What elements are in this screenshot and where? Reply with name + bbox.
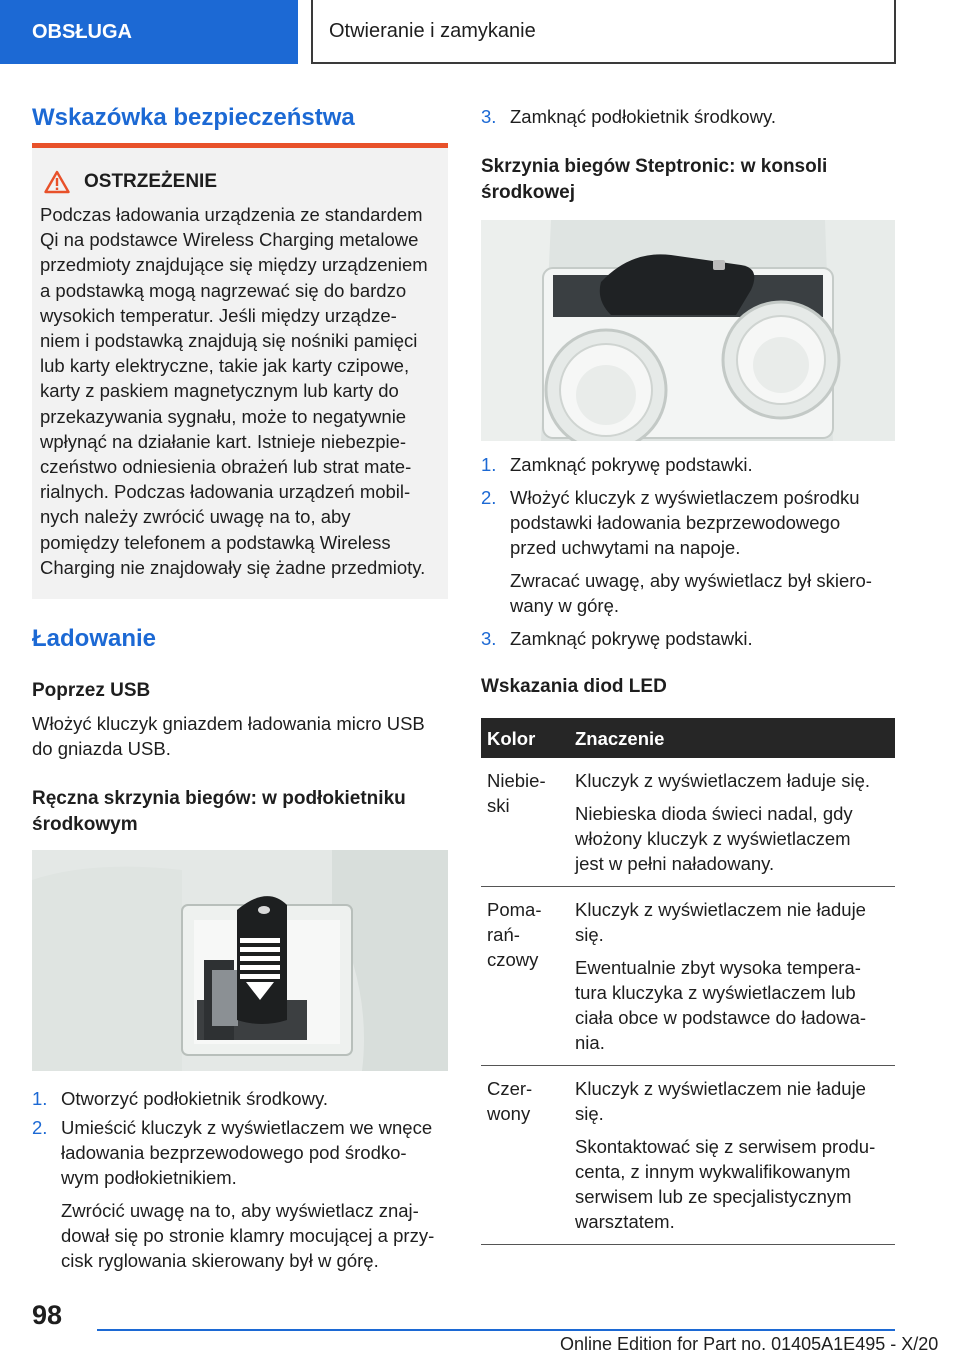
table-row [481,887,895,1066]
color-line: wony [487,1103,531,1124]
warning-line: Podczas ładowania urządzenia ze standardem [40,204,423,225]
step-note-line: dował się po stronie klamry mocującej a przy- [61,1225,435,1246]
usb-line: do gniazda USB. [32,738,171,760]
color-line: ski [487,795,510,816]
color-line: czowy [487,949,539,970]
manual-heading-line: środkowym [32,814,138,835]
list-item [481,485,895,618]
step-note [61,1198,448,1273]
warning-line: czeństwo odniesienia obrażeń lub strat mate- [40,456,412,478]
color-line: rań- [487,924,520,945]
meaning-paragraph [575,1134,889,1234]
meaning-line: serwisem lub ze specjalistycznym [575,1186,852,1207]
manual-heading-line: Ręczna skrzynia biegów: w podłokietniku [32,788,406,809]
step-number: 3. [481,628,497,649]
charging-title: Ładowanie [32,625,157,652]
step-note-line: wany w górę. [510,595,619,616]
safety-title: Wskazówka bezpieczeństwa [32,104,355,131]
warning-triangle-icon [44,170,70,194]
armrest-illustration [32,850,448,1071]
meaning-line: się. [575,1103,604,1124]
step-number: 3. [481,106,497,127]
meaning-line: Niebieska dioda świeci nadal, gdy [575,803,853,824]
step-number: 1. [481,454,497,475]
meaning-line: centa, z innym wykwalifikowanym [575,1161,851,1182]
meaning-paragraph [575,897,889,947]
meaning-line: warsztatem. [575,1211,675,1232]
step-line: Zamknąć podłokietnik środkowy. [510,106,776,127]
warning-line: lub karty elektryczne, takie jak karty czipowe, [40,355,410,377]
step-note-line: Zwrócić uwagę na to, aby wyświetlacz znaj- [61,1200,419,1221]
column-header-color: Kolor [481,718,569,758]
warning-line: niem i podstawką znajdują się nośniki pamięci [40,330,418,352]
meaning-cell [569,758,895,887]
table-header-row [481,718,895,758]
warning-line: wysokich temperatur. Jeśli między urządze- [40,304,397,326]
steptronic-heading [481,154,895,206]
step-line: Umieścić kluczyk z wyświetlaczem we wnęce [61,1117,433,1138]
list-item [32,1115,448,1273]
warning-text [40,202,436,580]
meaning-line: Skontaktować się z serwisem produ- [575,1136,876,1157]
warning-line: przedmioty znajdujące się między urządzeniem [40,254,428,276]
meaning-line: Kluczyk z wyświetlaczem ładuje się. [575,770,871,791]
meaning-line: Ewentualnie zbyt wysoka tempera- [575,957,861,978]
step-note [510,568,895,618]
warning-line: Charging nie znajdowały się żadne przedmioty. [40,556,426,578]
warning-line: wpłynąć na działanie kart. Istnieje niebezpie- [40,430,407,452]
usb-text [32,711,448,761]
meaning-line: nia. [575,1032,605,1053]
list-item [481,452,895,477]
meaning-line: tura kluczyka z wyświetlaczem lub [575,982,856,1003]
table-row [481,1066,895,1245]
meaning-cell [569,887,895,1066]
warning-label: OSTRZEŻENIE [84,171,218,192]
steptronic-steps [481,452,895,651]
meaning-line: Kluczyk z wyświetlaczem nie ładuje [575,1078,866,1099]
step-line: przed uchwytami na napoje. [510,537,741,558]
manual-heading [32,786,448,838]
step-line: ładowania bezprzewodowego pod środko- [61,1142,407,1163]
color-cell [481,1066,569,1245]
color-line: Niebie- [487,770,546,791]
color-line: Poma- [487,899,542,920]
steptronic-heading-line: środkowej [481,182,575,203]
step-line: podstawki ładowania bezprzewodowego [510,512,841,533]
meaning-paragraph [575,768,889,793]
list-item [481,626,895,651]
page-number: 98 [32,1300,63,1330]
meaning-line: Kluczyk z wyświetlaczem nie ładuje [575,899,866,920]
console-illustration [481,220,895,441]
warning-header [40,170,436,194]
console-photo [481,220,895,441]
meaning-line: ciała obce w podstawce do ładowa- [575,1007,867,1028]
step-note-line: Zwracać uwagę, aby wyświetlacz był skiero- [510,570,872,591]
step-line: wym podłokietnikiem. [61,1167,237,1188]
warning-line: rialnych. Podczas ładowania urządzeń mobil- [40,481,411,503]
warning-line: karty z paskiem magnetycznym lub karty do [40,380,399,402]
column-header-meaning: Znaczenie [569,718,895,758]
list-item [32,1086,448,1111]
list-item [481,104,895,129]
meaning-paragraph [575,801,889,876]
meaning-paragraph [575,1076,889,1126]
section-tab: OBSŁUGA [0,0,298,64]
step-line: Zamknąć pokrywę podstawki. [510,628,753,649]
color-line: Czer- [487,1078,533,1099]
edition-text: Online Edition for Part no. 01405A1E495 - X/20 [560,1334,939,1354]
step-note-line: cisk ryglowania skierowany był w górę. [61,1250,379,1271]
step-number: 2. [481,487,497,508]
usb-line: Włożyć kluczyk gniazdem ładowania micro USB [32,713,425,734]
meaning-line: jest w pełni naładowany. [575,853,775,874]
warning-box [32,143,448,599]
meaning-paragraph [575,955,889,1055]
color-cell [481,758,569,887]
warning-line: a podstawką mogą nagrzewać się do bardzo [40,279,407,301]
led-heading: Wskazania diod LED [481,676,667,697]
warning-line: Qi na podstawce Wireless Charging metalowe [40,229,419,251]
table-row [481,758,895,887]
led-table [481,718,895,1245]
warning-line: pomiędzy telefonem a podstawką Wireless [40,531,391,553]
usb-heading: Poprzez USB [32,680,151,701]
color-cell [481,887,569,1066]
armrest-photo [32,850,448,1071]
manual-steps [32,1086,448,1273]
meaning-line: włożony kluczyk z wyświetlaczem [575,828,851,849]
step-number: 1. [32,1088,48,1109]
chapter-title: Otwieranie i zamykanie [311,0,896,64]
meaning-cell [569,1066,895,1245]
steptronic-heading-line: Skrzynia biegów Steptronic: w konsoli [481,156,828,177]
step-line: Otworzyć podłokietnik środkowy. [61,1088,328,1109]
warning-line: nych należy zwrócić uwagę na to, aby [40,506,351,528]
step-number: 2. [32,1117,48,1138]
footer-divider [97,1329,895,1331]
step-line: Zamknąć pokrywę podstawki. [510,454,753,475]
meaning-line: się. [575,924,604,945]
manual-steps-continued [481,104,895,129]
step-line: Włożyć kluczyk z wyświetlaczem pośrodku [510,487,860,508]
warning-line: przekazywania sygnału, może to negatywnie [40,405,407,427]
